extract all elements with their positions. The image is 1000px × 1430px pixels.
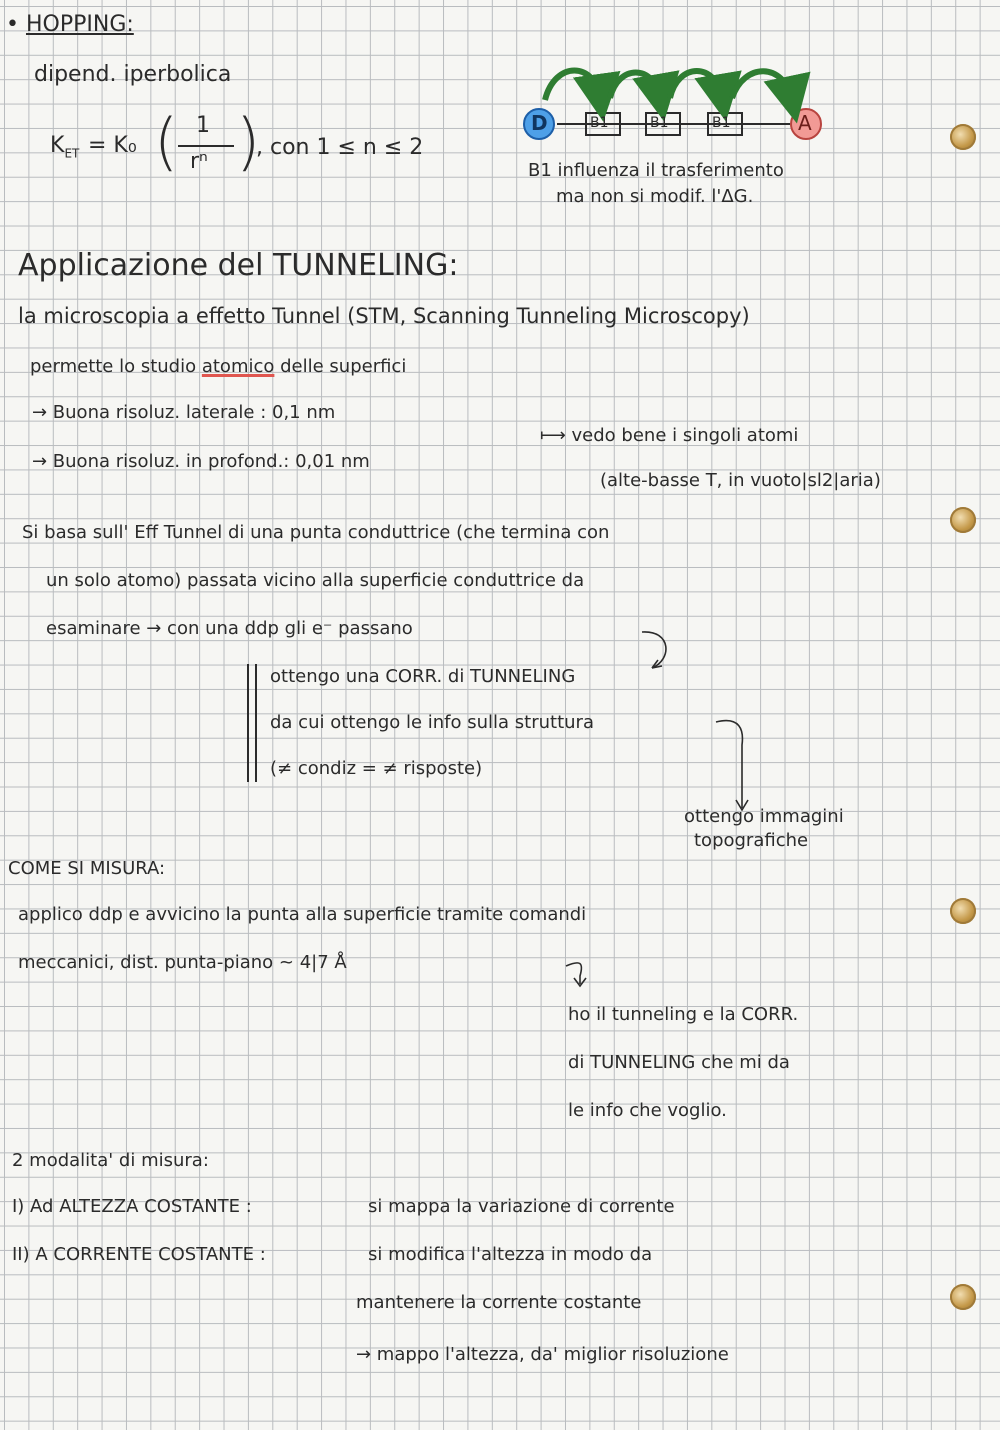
mode-2-text-1: si modifica l'altezza in modo da bbox=[368, 1244, 653, 1265]
measure-title: COME SI MISURA: bbox=[8, 858, 166, 879]
formula-paren-right: ) bbox=[236, 105, 261, 178]
tunneling-line-1: la microscopia a effetto Tunnel (STM, Scanning Tunneling Microscopy) bbox=[18, 304, 750, 328]
measure-line-2: meccanici, dist. punta-piano ~ 4|7 Å bbox=[18, 952, 347, 973]
basis-line-2: un solo atomo) passata vicino alla superficie conduttrice da bbox=[46, 570, 585, 591]
formula-denominator: rⁿ bbox=[190, 149, 208, 174]
measure-result-1: ho il tunneling e la CORR. bbox=[568, 1004, 799, 1025]
images-line-1: ottengo immagini bbox=[684, 806, 844, 827]
measure-result-3: le info che voglio. bbox=[568, 1100, 727, 1121]
basis-line-3: esaminare → con una ddp gli e⁻ passano bbox=[46, 618, 413, 639]
mode-2-text-3: → mappo l'altezza, da' miglior risoluzione bbox=[356, 1344, 729, 1365]
formula-paren-left: ( bbox=[154, 105, 179, 178]
formula-condition: , con 1 ≤ n ≤ 2 bbox=[256, 135, 424, 160]
block-line-3: (≠ condiz = ≠ risposte) bbox=[270, 758, 483, 779]
diagram-note-1: B1 influenza il trasferimento bbox=[528, 160, 784, 181]
images-line-2: topografiche bbox=[694, 830, 809, 851]
diagram-note-2: ma non si modif. l'ΔG. bbox=[556, 186, 754, 207]
bridge-label-1: B1 bbox=[590, 115, 609, 131]
bridge-label-2: B1 bbox=[650, 115, 669, 131]
mode-1-label: I) Ad ALTEZZA COSTANTE : bbox=[12, 1196, 252, 1217]
measure-line-1: applico ddp e avvicino la punta alla superficie tramite comandi bbox=[18, 904, 587, 925]
mode-2-label: II) A CORRENTE COSTANTE : bbox=[12, 1244, 266, 1265]
tunneling-line-2: permette lo studio atomico delle superfici bbox=[30, 356, 407, 377]
resolution-note-1: ⟼ vedo bene i singoli atomi bbox=[540, 425, 799, 446]
resolution-depth: → Buona risoluz. in profond.: 0,01 nm bbox=[32, 451, 370, 472]
acceptor-label: A bbox=[798, 111, 812, 135]
basis-line-1: Si basa sull' Eff Tunnel di una punta conduttrice (che termina con bbox=[22, 522, 610, 543]
block-line-1: ottengo una CORR. di TUNNELING bbox=[270, 666, 576, 687]
donor-label: D bbox=[531, 111, 548, 135]
block-line-2: da cui ottengo le info sulla struttura bbox=[270, 712, 594, 733]
measure-result-2: di TUNNELING che mi da bbox=[568, 1052, 790, 1073]
formula-k-et: $K_{ET}$ bbox=[50, 133, 80, 161]
modes-title: 2 modalita' di misura: bbox=[12, 1150, 209, 1171]
formula-numerator: 1 bbox=[196, 113, 210, 138]
hopping-line-1: dipend. iperbolica bbox=[34, 62, 232, 87]
mode-1-text: si mappa la variazione di corrente bbox=[368, 1196, 675, 1217]
resolution-note-2: (alte-basse T, in vuoto|sl2|aria) bbox=[600, 470, 881, 491]
resolution-lateral: → Buona risoluz. laterale : 0,1 nm bbox=[32, 402, 336, 423]
hopping-title: • HOPPING: bbox=[6, 12, 134, 37]
tunneling-title: Applicazione del TUNNELING: bbox=[18, 248, 459, 283]
formula-k0: = K₀ bbox=[88, 133, 137, 158]
bridge-label-3: B1 bbox=[712, 115, 731, 131]
mode-2-text-2: mantenere la corrente costante bbox=[356, 1292, 642, 1313]
